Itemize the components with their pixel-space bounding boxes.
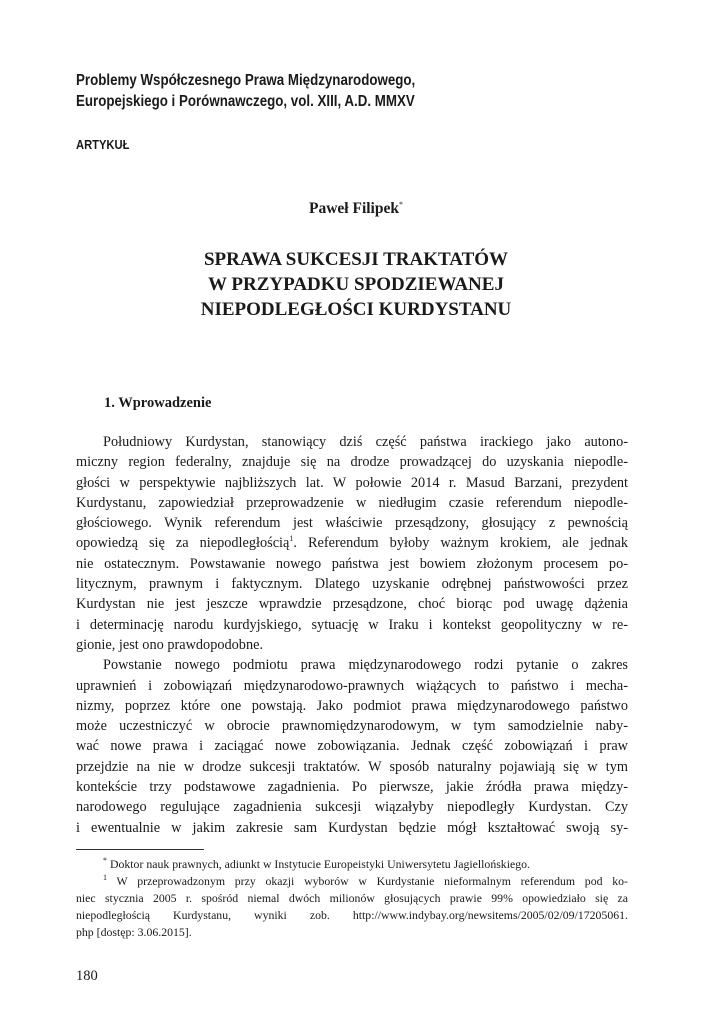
- footnote-star-mark: *: [103, 856, 107, 866]
- body-line: przejdzie na nie w drodze sukcesji traktatów. W sposób naturalny pojawiają się w tym: [76, 758, 628, 775]
- title-line-1: SPRAWA SUKCESJI TRAKTATÓW: [203, 249, 509, 270]
- body-line: Południowy Kurdystan, stanowiący dziś część państwa irackiego jako autono-: [103, 434, 628, 450]
- body-text: [76, 432, 628, 838]
- body-line: kontekście trzy podstawowe zagadnienia. Po pierwsze, jakie źródła prawa między-: [76, 779, 628, 796]
- footnotes: [76, 856, 628, 941]
- body-line: może uczestniczyć w obrocie prawnomiędzynarodowym, w tym samodzielnie naby-: [76, 718, 628, 735]
- page-number: 180: [76, 968, 98, 984]
- journal-header: [76, 70, 592, 112]
- author-footnote-mark: *: [398, 199, 403, 209]
- footnote-line: php [dostęp: 3.06.2015].: [76, 925, 192, 939]
- footnote-ref-1: 1: [289, 534, 294, 544]
- body-line-part: . Referendum byłoby ważnym krokiem, ale jednak: [293, 535, 628, 552]
- article-title: [0, 247, 712, 322]
- body-line-with-footnote: [76, 533, 628, 553]
- footnote-author: [76, 856, 628, 873]
- body-line: gionie, jest ono prawdopodobne.: [76, 636, 264, 653]
- body-line: i ewentualnie w jakim zakresie sam Kurdystan będzie mógł kształtować swoją sy-: [76, 819, 628, 836]
- footnote-1-text: W przeprowadzonym przy okazji wyborów w Kurdystanie nieformalnym referendum pod ko-: [116, 874, 628, 888]
- footnote-star-text: Doktor nauk prawnych, adiunkt w Instytucie Europeistyki Uniwersytetu Jagiellońskiego.: [109, 857, 530, 871]
- body-line: narodowego regulujące zagadnienia sukcesji wiązałyby niepodległy Kurdystan. Czy: [76, 799, 628, 816]
- body-line: i determinację narodu kurdyjskiego, sytuację w Iraku i kontekst geopolityczny w re-: [76, 616, 628, 633]
- journal-title-line-1: Problemy Współczesnego Prawa Międzynarodowego,: [76, 72, 416, 89]
- body-line: Kurdystan nie jest jeszcze wprawdzie przesądzone, choć biorąc pod uwagę dążenia: [76, 596, 628, 613]
- journal-title-line-2: Europejskiego i Porównawczego, vol. XIII, A.D. MMXV: [76, 93, 415, 110]
- footnote-1-mark: 1: [103, 873, 107, 883]
- footnote-line: niec stycznia 2005 r. spośród niemal dwóch milionów głosujących prawie 99% opowiedziało się za: [76, 891, 628, 905]
- section-heading: 1. Wprowadzenie: [104, 395, 212, 411]
- body-line-part: opowiedzą się za niepodległością: [76, 535, 290, 552]
- body-line: litycznym, prawnym i faktycznym. Dlatego uzyskanie odrębnej państwowości przez: [76, 576, 628, 593]
- section-type-label: ARTYKUŁ: [76, 137, 130, 152]
- body-line: nie ostatecznym. Powstawanie nowego państwa jest bowiem złożonym procesem po-: [76, 555, 628, 572]
- body-line: nizmy, poprzez które one powstają. Jako podmiot prawa międzynarodowego państwo: [76, 697, 628, 714]
- body-line: Kurdystanu, zapowiedział przeprowadzenie w niedługim czasie referendum niepodle-: [76, 494, 628, 511]
- title-line-2: W PRZYPADKU SPODZIEWANEJ: [208, 274, 504, 295]
- body-line: uprawnień i zobowiązań międzynarodowo-prawnych wiążących to państwo i mecha-: [76, 677, 628, 694]
- footnote-divider: [76, 849, 204, 850]
- footnote-line: niepodległością Kurdystanu, wyniki zob. http://www.indybay.org/newsitems/2005/02/09/17205061.: [76, 908, 628, 922]
- body-line: Powstanie nowego podmiotu prawa międzynarodowego rodzi pytanie o zakres: [103, 657, 628, 674]
- author-name: Paweł Filipek: [309, 200, 399, 217]
- body-line: wać nowe prawa i zaciągać nowe zobowiązania. Jednak część zobowiązań i praw: [76, 738, 628, 755]
- title-line-3: NIEPODLEGŁOŚCI KURDYSTANU: [200, 299, 512, 320]
- footnote-1: [76, 873, 628, 890]
- body-line: głościowego. Wynik referendum jest właściwie przesądzony, głosujący z pewnością: [76, 515, 628, 532]
- author-line: [0, 200, 712, 218]
- body-line: głości w perspektywie najbliższych lat. W połowie 2014 r. Masud Barzani, prezydent: [76, 474, 628, 491]
- body-line: miczny region federalny, znajduje się na drodze prowadzącej do uzyskania niepodle-: [76, 454, 628, 471]
